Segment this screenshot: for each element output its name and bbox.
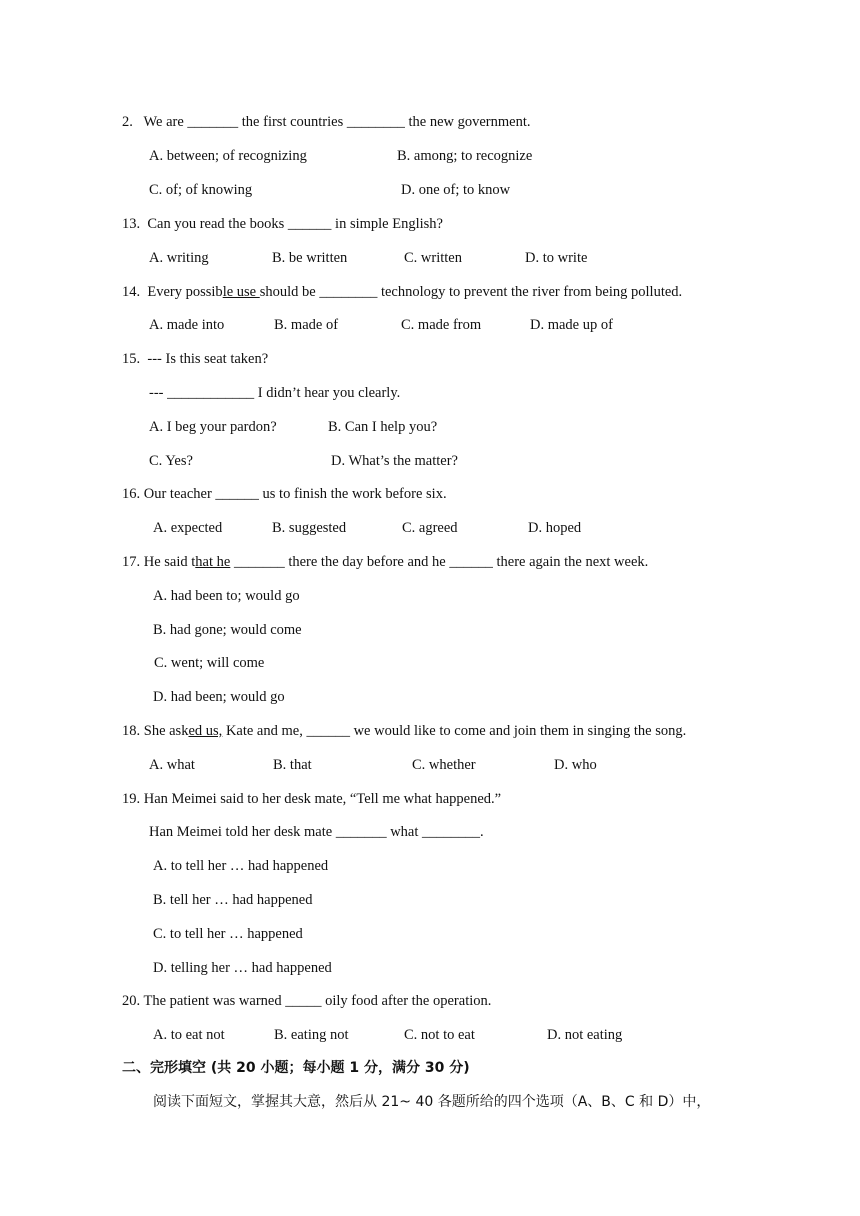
question-14-stem	[122, 283, 682, 301]
question-13-option-d: D. to write	[525, 250, 588, 266]
question-17-option-c: C. went; will come	[154, 655, 265, 671]
question-18-underlined-text: ed us,	[188, 723, 223, 739]
question-15-stem-reply: --- ____________ I didn’t hear you clearly.	[149, 385, 401, 401]
question-14-underlined-text: le use	[222, 284, 260, 300]
question-17-stem-start: 17. He said t	[122, 554, 196, 570]
question-20-option-c: C. not to eat	[404, 1027, 475, 1043]
question-18-option-d: D. who	[554, 757, 597, 773]
question-15-option-d: D. What’s the matter?	[331, 453, 458, 469]
question-17-stem	[122, 553, 648, 571]
question-16-option-b: B. suggested	[272, 520, 347, 536]
section-heading: 二、完形填空 (共 20 小题；每小题 1 分，满分 30 分)	[122, 1060, 470, 1076]
question-16-stem: 16. Our teacher ______ us to finish the work before six.	[122, 486, 447, 502]
question-16-option-c: C. agreed	[402, 520, 458, 536]
question-13-option-a: A. writing	[149, 250, 209, 266]
question-19-option-b: B. tell her … had happened	[153, 892, 313, 908]
question-2-option-a: A. between; of recognizing	[149, 148, 307, 164]
question-14-option-c: C. made from	[401, 317, 482, 333]
question-13-option-c: C. written	[404, 250, 462, 266]
question-20-option-b: B. eating not	[274, 1027, 349, 1043]
question-18-option-b: B. that	[273, 757, 312, 773]
question-17-option-b: B. had gone; would come	[153, 622, 302, 638]
question-15-option-a: A. I beg your pardon?	[149, 419, 277, 435]
section-intro: 阅读下面短文，掌握其大意，然后从 21~ 40 各题所给的四个选项（A、B、C 和 D）中，	[153, 1094, 711, 1110]
question-2-option-d: D. one of; to know	[401, 182, 511, 198]
question-2-option-b: B. among; to recognize	[397, 148, 533, 164]
question-2-option-c: C. of; of knowing	[149, 182, 253, 198]
question-18-stem	[122, 722, 686, 740]
question-14-stem-start: 14. Every possib	[122, 284, 223, 300]
question-18-stem-end: Kate and me, ______ we would like to come and join them in singing the song.	[222, 723, 687, 739]
question-14-option-d: D. made up of	[530, 317, 613, 333]
question-14-option-a: A. made into	[149, 317, 225, 333]
question-14-option-b: B. made of	[274, 317, 339, 333]
question-2-stem: 2. We are _______ the first countries ________ the new government.	[122, 114, 531, 130]
question-17-stem-end: _______ there the day before and he ______ there again the next week.	[230, 554, 649, 570]
question-17-underlined-text: hat he	[195, 554, 231, 570]
question-18-stem-start: 18. She ask	[122, 723, 189, 739]
question-18-option-a: A. what	[149, 757, 195, 773]
question-16-option-d: D. hoped	[528, 520, 582, 536]
question-16-option-a: A. expected	[153, 520, 223, 536]
question-17-option-a: A. had been to; would go	[153, 588, 300, 604]
question-13-stem: 13. Can you read the books ______ in simple English?	[122, 216, 443, 232]
question-17-option-d: D. had been; would go	[153, 689, 285, 705]
question-15-stem: 15. --- Is this seat taken?	[122, 351, 269, 367]
question-19-stem: 19. Han Meimei said to her desk mate, “Tell me what happened.”	[122, 791, 502, 807]
question-18-option-c: C. whether	[412, 757, 476, 773]
question-15-option-c: C. Yes?	[149, 453, 193, 469]
question-13-option-b: B. be written	[272, 250, 348, 266]
question-15-option-b: B. Can I help you?	[328, 419, 438, 435]
question-20-option-d: D. not eating	[547, 1027, 623, 1043]
question-19-stem-reported: Han Meimei told her desk mate _______ what ________.	[149, 824, 484, 840]
question-20-stem: 20. The patient was warned _____ oily food after the operation.	[122, 993, 492, 1009]
question-19-option-d: D. telling her … had happened	[153, 960, 332, 976]
question-14-stem-end: should be ________ technology to prevent the river from being polluted.	[259, 284, 683, 300]
question-19-option-c: C. to tell her … happened	[153, 926, 303, 942]
question-19-option-a: A. to tell her … had happened	[153, 858, 329, 874]
question-20-option-a: A. to eat not	[153, 1027, 225, 1043]
